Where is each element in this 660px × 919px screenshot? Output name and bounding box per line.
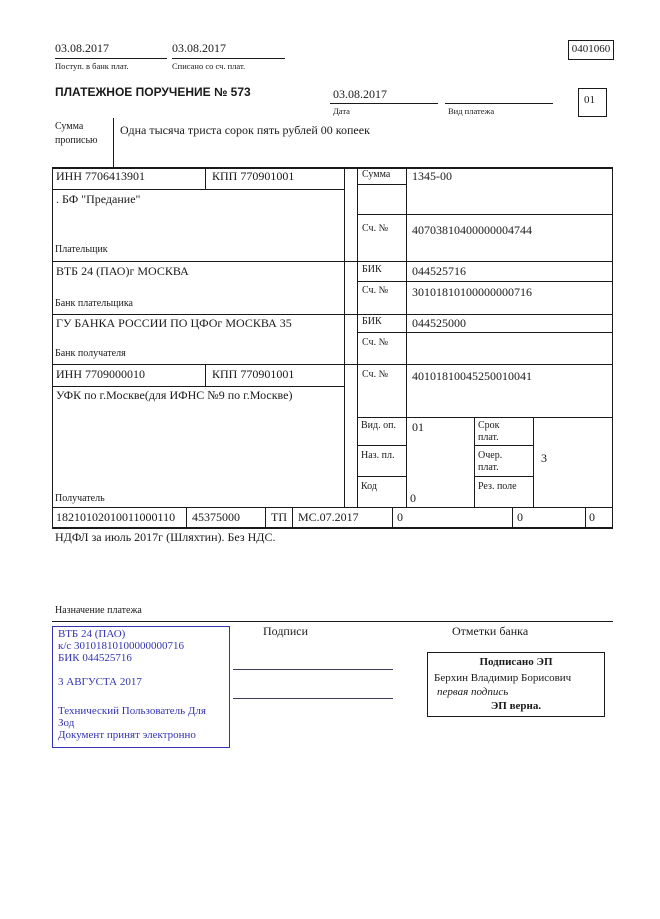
- term-label-1: Срок: [478, 420, 500, 431]
- oktmo-value: 45375000: [192, 510, 240, 524]
- signature-line: [233, 698, 393, 699]
- received-in-bank-date: 03.08.2017: [55, 41, 109, 55]
- kbk-value: 18210102010011000110: [56, 510, 176, 524]
- received-date-underline: [55, 58, 167, 59]
- code-value: 0: [410, 491, 416, 505]
- payer-name: . БФ "Предание": [56, 192, 141, 206]
- code-label: Код: [361, 481, 377, 492]
- esign-signer-name: Берхин Владимир Борисович: [434, 672, 572, 684]
- received-in-bank-label: Поступ. в банк плат.: [55, 61, 129, 71]
- payee-kpp: КПП 770901001: [212, 367, 295, 381]
- table-border: [406, 167, 407, 508]
- payment-kind-label: Вид платежа: [448, 106, 495, 116]
- debited-date: 03.08.2017: [172, 41, 226, 55]
- form-code-box: [568, 40, 614, 60]
- payer-account-label: Сч. №: [362, 223, 389, 234]
- term-label-2: плат.: [478, 432, 499, 443]
- payee-section-label: Получатель: [55, 493, 105, 504]
- table-border: [52, 386, 345, 387]
- table-border: [392, 507, 393, 528]
- table-border: [52, 314, 613, 315]
- payment-purpose-text: НДФЛ за июль 2017г (Шляхтин). Без НДС.: [55, 530, 276, 544]
- table-border: [186, 507, 187, 528]
- payee-bank-name: ГУ БАНКА РОССИИ ПО ЦФОг МОСКВА 35: [56, 316, 292, 330]
- payee-bank-bik: 044525000: [412, 316, 466, 330]
- payer-bank-bik-label: БИК: [362, 264, 382, 275]
- table-border: [357, 476, 407, 477]
- bank-stamp-line: Технический Пользователь Для: [58, 705, 206, 717]
- amount-words-label-2: прописью: [55, 135, 98, 146]
- table-border: [52, 189, 345, 190]
- bank-stamp-line: ВТБ 24 (ПАО): [58, 628, 126, 640]
- table-border: [533, 417, 534, 508]
- amount-words-divider: [113, 118, 114, 168]
- payer-kpp: КПП 770901001: [212, 169, 295, 183]
- payment-kind-underline: [445, 103, 553, 104]
- table-border: [205, 167, 206, 190]
- date-label: Дата: [333, 106, 350, 116]
- table-border: [357, 445, 407, 446]
- signature-line: [233, 669, 393, 670]
- table-border: [357, 417, 613, 418]
- signatures-title: Подписи: [263, 624, 309, 638]
- amount-in-words: Одна тысяча триста сорок пять рублей 00 копеек: [120, 123, 370, 137]
- payee-bank-section-label: Банк получателя: [55, 348, 126, 359]
- payee-account-label: Сч. №: [362, 369, 389, 380]
- table-border: [357, 332, 613, 333]
- document-date: 03.08.2017: [333, 87, 387, 101]
- table-border: [357, 167, 358, 508]
- table-border: [474, 417, 475, 508]
- table-border: [612, 167, 613, 528]
- table-border: [344, 167, 345, 508]
- table-border: [52, 167, 53, 528]
- bank-stamp-line: БИК 044525716: [58, 652, 132, 664]
- op-kind-label: Вид. оп.: [361, 420, 396, 431]
- tax-period-value: МС.07.2017: [298, 510, 359, 524]
- amount-words-label-1: Сумма: [55, 121, 84, 132]
- bank-marks-title: Отметки банка: [452, 624, 529, 638]
- op-kind-value: 01: [412, 420, 424, 434]
- table-border: [474, 476, 534, 477]
- bank-stamp-line: к/с 30101810100000000716: [58, 640, 185, 652]
- payee-account: 40101810045250010041: [412, 369, 532, 383]
- payment-purpose-label: Назначение платежа: [55, 605, 142, 616]
- table-border: [474, 445, 534, 446]
- amount-label: Сумма: [362, 169, 391, 180]
- esign-signature-type: первая подпись: [437, 686, 509, 698]
- bank-stamp-box: [52, 626, 230, 748]
- table-border: [585, 507, 586, 528]
- table-border: [205, 364, 206, 387]
- tax-payment-type-value: 0: [589, 510, 595, 524]
- payee-bank-account-label: Сч. №: [362, 337, 389, 348]
- payer-bank-account-label: Сч. №: [362, 285, 389, 296]
- amount-value: 1345-00: [412, 169, 452, 183]
- form-code: 0401060: [571, 43, 611, 55]
- table-border: [52, 364, 613, 365]
- payer-section-label: Плательщик: [55, 244, 108, 255]
- table-border: [52, 507, 613, 508]
- table-border: [357, 184, 407, 185]
- payer-bank-name: ВТБ 24 (ПАО)г МОСКВА: [56, 264, 189, 278]
- order-label-1: Очер.: [478, 450, 503, 461]
- status-code-box: [578, 88, 607, 117]
- payer-inn: ИНН 7706413901: [56, 169, 145, 183]
- esign-verified: ЭП верна.: [490, 700, 542, 712]
- payee-bank-bik-label: БИК: [362, 316, 382, 327]
- payee-inn: ИНН 7709000010: [56, 367, 145, 381]
- table-border: [357, 281, 613, 282]
- table-border: [357, 214, 613, 215]
- payer-bank-account: 30101810100000000716: [412, 285, 532, 299]
- tax-doc-number-value: 0: [397, 510, 403, 524]
- payee-name: УФК по г.Москве(для ИФНС №9 по г.Москве): [56, 388, 293, 402]
- status-code: 01: [584, 94, 595, 106]
- bank-stamp-line: 3 АВГУСТА 2017: [58, 676, 142, 688]
- payer-bank-bik: 044525716: [412, 264, 466, 278]
- table-border: [265, 507, 266, 528]
- bank-stamp-line: Зод: [58, 717, 75, 729]
- tax-doc-date-value: 0: [517, 510, 523, 524]
- order-value: 3: [541, 451, 547, 465]
- payer-bank-section-label: Банк плательщика: [55, 298, 133, 309]
- order-label-2: плат.: [478, 462, 499, 473]
- debited-label: Списано со сч. плат.: [172, 61, 246, 71]
- table-border: [52, 621, 613, 622]
- esign-title: Подписано ЭП: [479, 656, 553, 668]
- table-border: [52, 527, 613, 529]
- debited-date-underline: [172, 58, 285, 59]
- payment-basis-value: ТП: [271, 510, 287, 524]
- table-border: [512, 507, 513, 528]
- date-underline: [330, 103, 438, 104]
- esign-stamp-box: [427, 652, 605, 717]
- document-title: ПЛАТЕЖНОЕ ПОРУЧЕНИЕ № 573: [55, 85, 251, 99]
- payer-account: 40703810400000004744: [412, 223, 532, 237]
- table-border: [292, 507, 293, 528]
- table-border: [52, 261, 613, 262]
- reserve-field-label: Рез. поле: [478, 481, 517, 492]
- pay-purpose-code-label: Наз. пл.: [361, 450, 395, 461]
- bank-stamp-line: Документ принят электронно: [58, 729, 196, 741]
